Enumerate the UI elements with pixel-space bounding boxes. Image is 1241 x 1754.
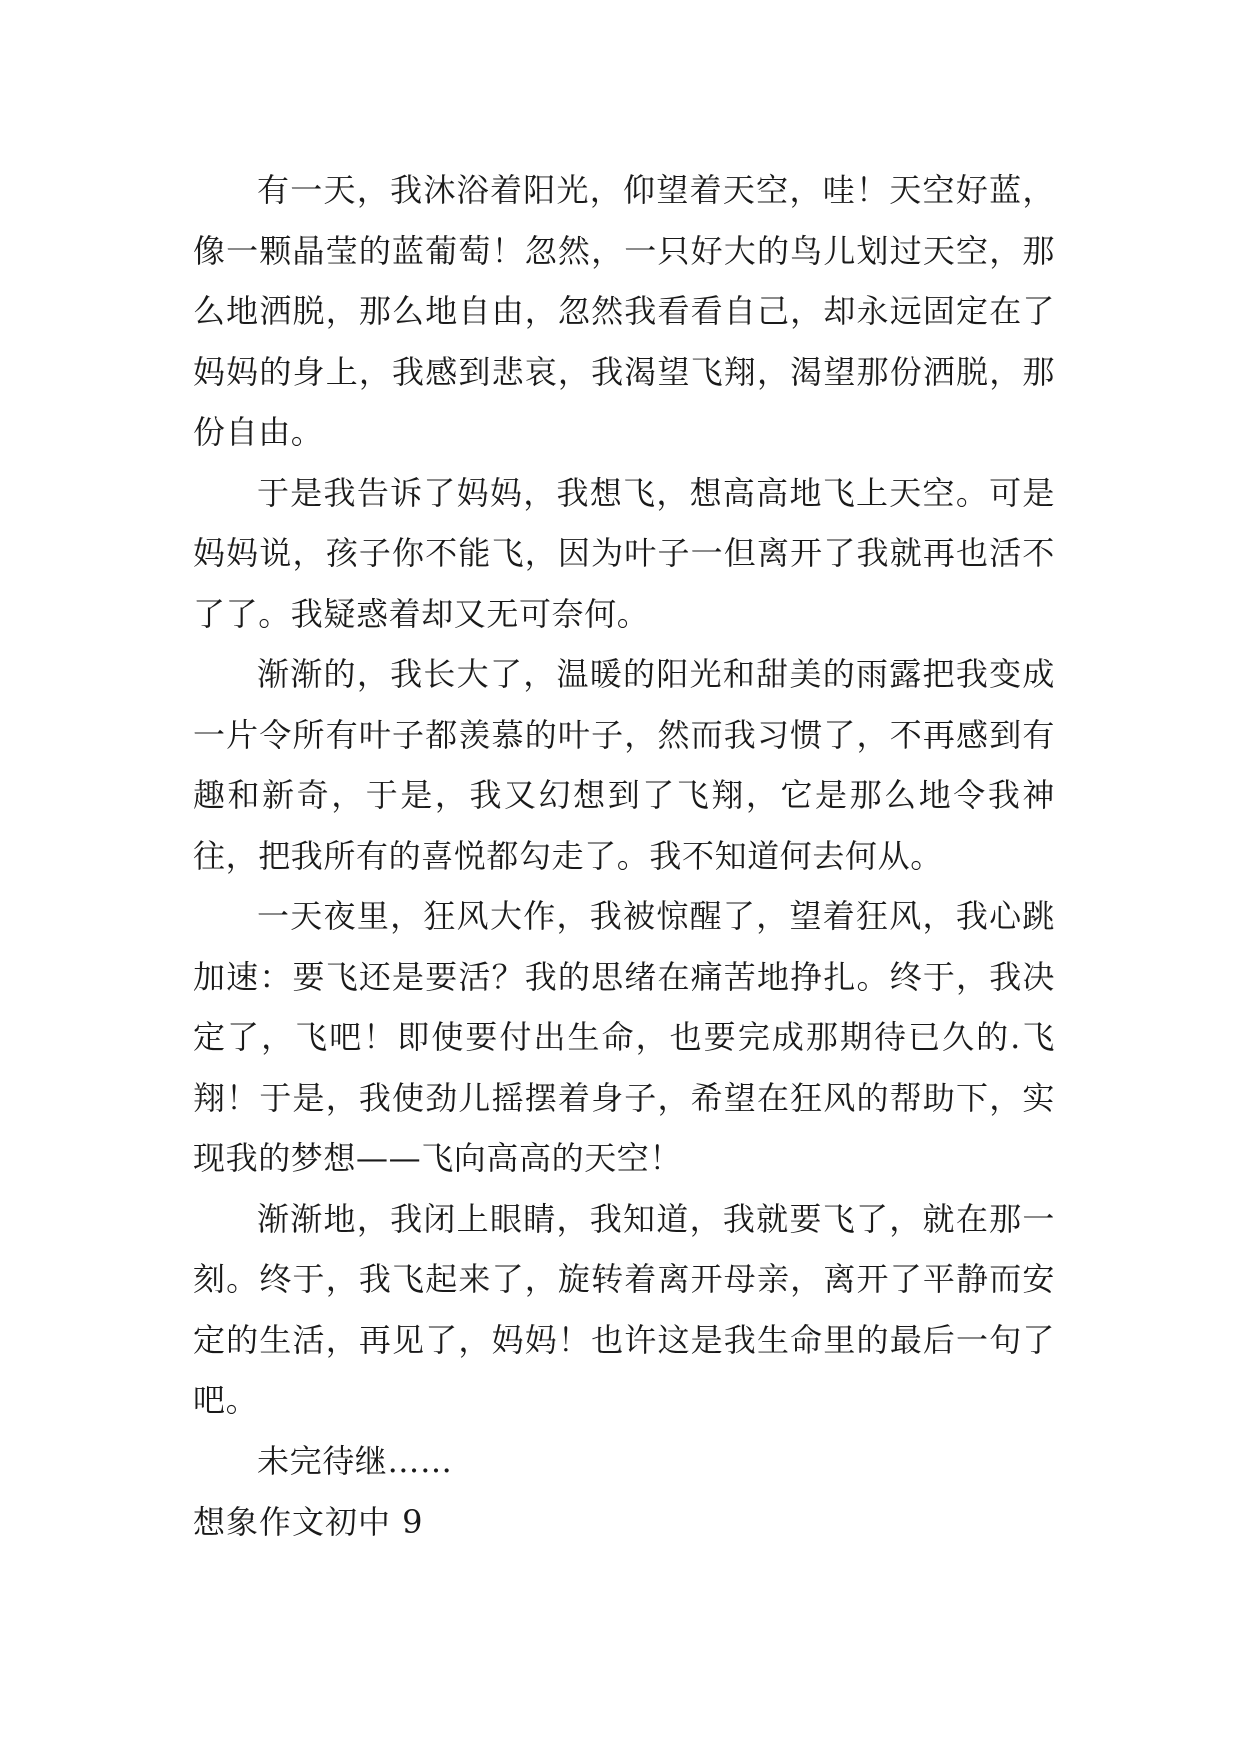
- paragraph-5: 渐渐地，我闭上眼睛，我知道，我就要飞了，就在那一刻。终于，我飞起来了，旋转着离开母亲，离开了平静而安定的生活，再见了，妈妈！也许这是我生命里的最后一句了吧。: [193, 1199, 1055, 1419]
- essay-body: [193, 160, 1055, 1491]
- paragraph-1: 有一天，我沐浴着阳光，仰望着天空，哇！天空好蓝，像一颗晶莹的蓝葡萄！忽然，一只好大的鸟儿划过天空，那么地洒脱，那么地自由，忽然我看看自己，却永远固定在了妈妈的身上，我感到悲哀，我渴望飞翔，渴望那份洒脱，那份自由。: [193, 171, 1055, 451]
- paragraph-2: 于是我告诉了妈妈，我想飞，想高高地飞上天空。可是妈妈说，孩子你不能飞，因为叶子一但离开了我就再也活不了了。我疑惑着却又无可奈何。: [193, 473, 1055, 633]
- paragraph-4: 一天夜里，狂风大作，我被惊醒了，望着狂风，我心跳加速：要飞还是要活？我的思绪在痛苦地挣扎。终于，我决定了，飞吧！即使要付出生命，也要完成那期待已久的.飞翔！于是，我使劲儿摇摆着身子，希望在狂风的帮助下，实现我的梦想——飞向高高的天空！: [193, 897, 1055, 1177]
- paragraph-6: 未完待继……: [257, 1441, 453, 1480]
- next-essay-title: 想象作文初中 9: [193, 1503, 424, 1541]
- paragraph-3: 渐渐的，我长大了，温暖的阳光和甜美的雨露把我变成一片令所有叶子都羡慕的叶子，然而我习惯了，不再感到有趣和新奇，于是，我又幻想到了飞翔，它是那么地令我神往，把我所有的喜悦都勾走了。我不知道何去何从。: [193, 655, 1055, 875]
